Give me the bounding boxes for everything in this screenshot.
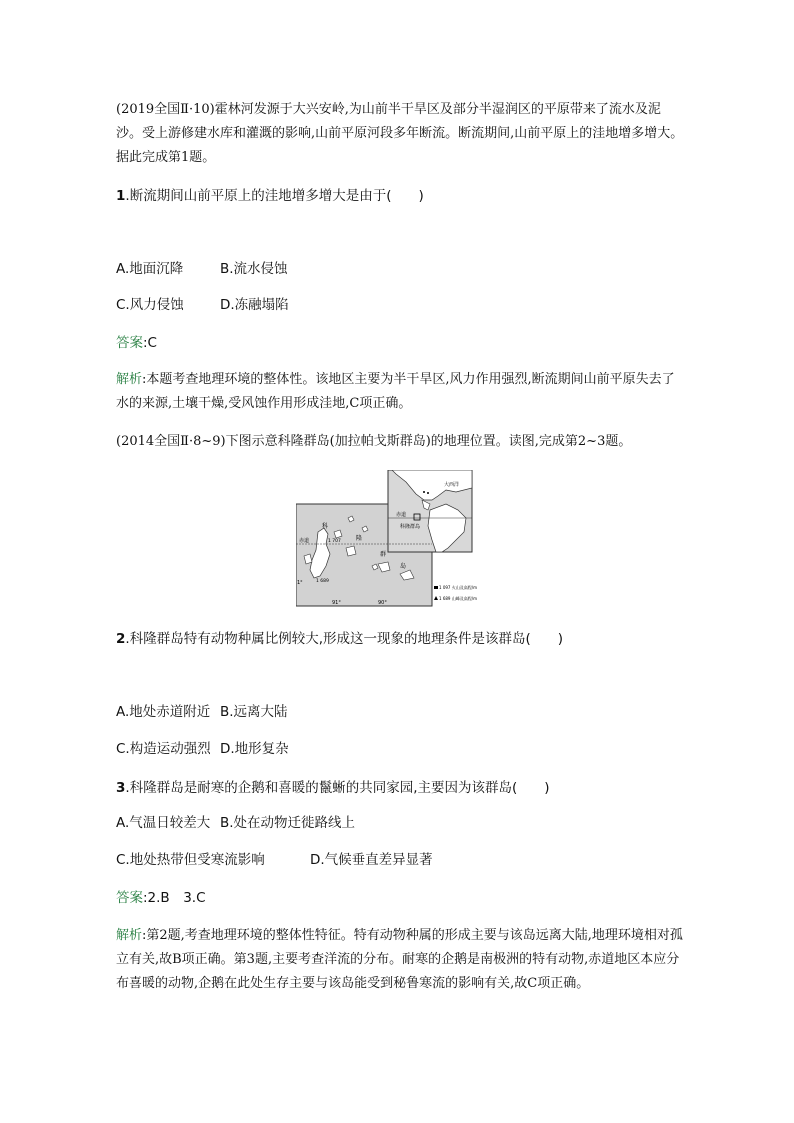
q3-option-a: A.气温日较差大	[116, 815, 211, 831]
question-1	[116, 184, 686, 208]
answer-1-label: 答案	[116, 335, 143, 351]
question-3-number: 3	[116, 780, 126, 796]
q3-option-c: C.地处热带但受寒流影响	[116, 852, 265, 868]
q2-option-d: D.地形复杂	[220, 741, 289, 757]
question-2-number: 2	[116, 631, 126, 647]
q1-option-d: D.冻融塌陷	[220, 297, 289, 313]
q1-option-b: B.流水侵蚀	[220, 261, 288, 277]
analysis-2	[116, 924, 686, 996]
map-label-dao: 岛	[400, 563, 407, 570]
answer-1-text: :C	[143, 335, 157, 351]
question-3-text: .科隆群岛是耐寒的企鹅和喜暖的鬣蜥的共同家园,主要因为该群岛( )	[125, 780, 550, 796]
q1-option-c: C.风力侵蚀	[116, 297, 184, 313]
q1-option-a: A.地面沉降	[116, 261, 184, 277]
analysis-1-label: 解析	[116, 372, 143, 387]
inset-islands-label: 科隆群岛	[400, 524, 421, 530]
inset-caribbean-dot-2	[427, 492, 429, 494]
answer-2-text: :2.B 3.C	[143, 890, 206, 906]
elevation-1689: 1 689	[316, 579, 329, 584]
analysis-2-label: 解析	[116, 928, 143, 943]
answer-2-label: 答案	[116, 890, 143, 906]
question-1-text: .断流期间山前平原上的洼地增多增大是由于( )	[125, 188, 424, 204]
legend-volcano-label: 1 097 火山及高程/m	[439, 585, 477, 590]
legend-peak-label: 1 689 山峰及高程/m	[439, 596, 477, 601]
answer-2	[116, 886, 686, 910]
question-2-text: .科隆群岛特有动物种属比例较大,形成这一现象的地理条件是该群岛( )	[125, 631, 564, 647]
q3-option-b: B.处在动物迁徙路线上	[220, 815, 356, 831]
analysis-2-text: :第2题,考查地理环境的整体性特征。特有动物种属的形成主要与该岛远离大陆,地理环境相对孤立有关,故B项正确。第3题,主要考查洋流的分布。耐寒的企鹅是南极洲的特有动物,赤道地区本应分布喜暖的动物,企鹅在此处生存主要与该岛能受到秘鲁寒流的影响有关,故C项正确。	[116, 928, 683, 991]
analysis-1	[116, 368, 686, 416]
analysis-1-text: :本题考查地理环境的整体性。该地区主要为半干旱区,风力作用强烈,断流期间山前平原失去了水的来源,土壤干燥,受风蚀作用形成洼地,C项正确。	[116, 372, 675, 411]
galapagos-location-map	[296, 470, 506, 608]
q2-option-c: C.构造运动强烈	[116, 741, 211, 757]
santa-cruz-island	[346, 546, 356, 556]
map-label-ke: 科	[322, 523, 329, 530]
map-label-qun: 群	[380, 551, 387, 558]
map-label-long: 隆	[356, 535, 363, 542]
inset-equator-label: 赤道	[396, 512, 407, 518]
answer-1	[116, 331, 686, 355]
longitude-label-91: 91°	[332, 600, 341, 606]
q3-option-d: D.气候垂直差异显著	[310, 852, 433, 868]
elevation-1707: 1 707	[328, 539, 341, 544]
legend-volcano-icon	[434, 586, 438, 589]
inset-ocean-label: 大西洋	[444, 482, 460, 488]
q2-option-a: A.地处赤道附近	[116, 704, 211, 720]
q2-option-b: B.远离大陆	[220, 704, 288, 720]
longitude-label-90: 90°	[378, 600, 387, 606]
question-1-number: 1	[116, 188, 126, 204]
inset-caribbean-dot-1	[423, 491, 425, 493]
latitude-label: 1°	[297, 580, 303, 586]
question-3	[116, 776, 686, 800]
main-equator-label: 赤道	[299, 538, 310, 544]
question-2	[116, 627, 686, 651]
intro-paragraph-1: (2019全国Ⅱ·10)霍林河发源于大兴安岭,为山前半干旱区及部分半湿润区的平原带来了流水及泥沙。受上游修建水库和灌溉的影响,山前平原河段多年断流。断流期间,山前平原上的洼地增多增大。据此完成第1题。	[116, 102, 684, 165]
intro-paragraph-2: (2014全国Ⅱ·8~9)下图示意科隆群岛(加拉帕戈斯群岛)的地理位置。读图,完成第2~3题。	[116, 434, 632, 449]
legend-peak-icon	[434, 596, 438, 600]
